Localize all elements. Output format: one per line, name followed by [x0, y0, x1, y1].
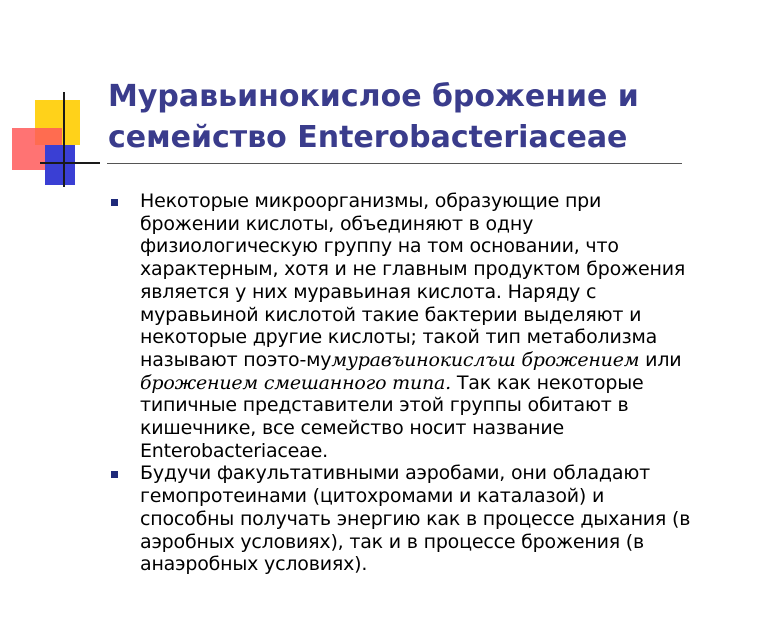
text-segment: Так как некоторые [451, 371, 644, 394]
horizontal-line-decoration [40, 162, 100, 164]
slide-title [108, 76, 748, 158]
text-segment: или [639, 348, 682, 371]
text-line-mixed [140, 349, 768, 372]
text-line: гемопротеинами (цитохромами и каталазой) и [140, 485, 605, 508]
text-line: типичные представители этой группы обитают в [140, 394, 629, 417]
text-line: брожении кислоты, объединяют в одну [140, 212, 534, 235]
text-line: физиологическую группу на том основании, что [140, 235, 619, 258]
text-line: кишечнике, все семейство носит название [140, 417, 565, 440]
text-line: характерным, хотя и не главным продуктом брожения [140, 258, 686, 281]
square-bullet-icon [111, 471, 118, 478]
text-line: аэробных условиях), так и в процессе брожения (в [140, 530, 645, 553]
text-line: является у них муравьиная кислота. Наряду с [140, 280, 597, 303]
text-line: муравьиной кислотой такие бактерии выделяют и [140, 303, 642, 326]
text-line: Enterobacteriaceae. [140, 439, 328, 462]
bullet-list [108, 190, 768, 576]
italic-term: брожением смешанного типа. [140, 371, 451, 394]
text-line-mixed [140, 372, 768, 395]
italic-term: муравъинокислъш брожением [331, 348, 640, 371]
square-bullet-icon [111, 199, 118, 206]
title-line-2: семейство Enterobacteriaceae [108, 120, 628, 155]
text-line: Будучи факультативными аэробами, они обладают [140, 462, 650, 485]
title-underline [107, 163, 682, 164]
text-line: способны получать энергию как в процессе дыхания (в [140, 507, 691, 530]
title-line-1: Муравьинокислое брожение и [108, 79, 639, 114]
vertical-line-decoration [63, 92, 65, 187]
blue-square-decoration [45, 145, 75, 185]
text-segment: называют поэто-му [140, 348, 332, 371]
text-line: некоторые другие кислоты; такой тип метаболизма [140, 326, 658, 349]
bullet-item-1 [108, 190, 768, 462]
bullet-item-2 [108, 462, 768, 576]
text-line: анаэробных условиях). [140, 553, 368, 576]
text-line: Некоторые микроорганизмы, образующие при [140, 190, 602, 212]
